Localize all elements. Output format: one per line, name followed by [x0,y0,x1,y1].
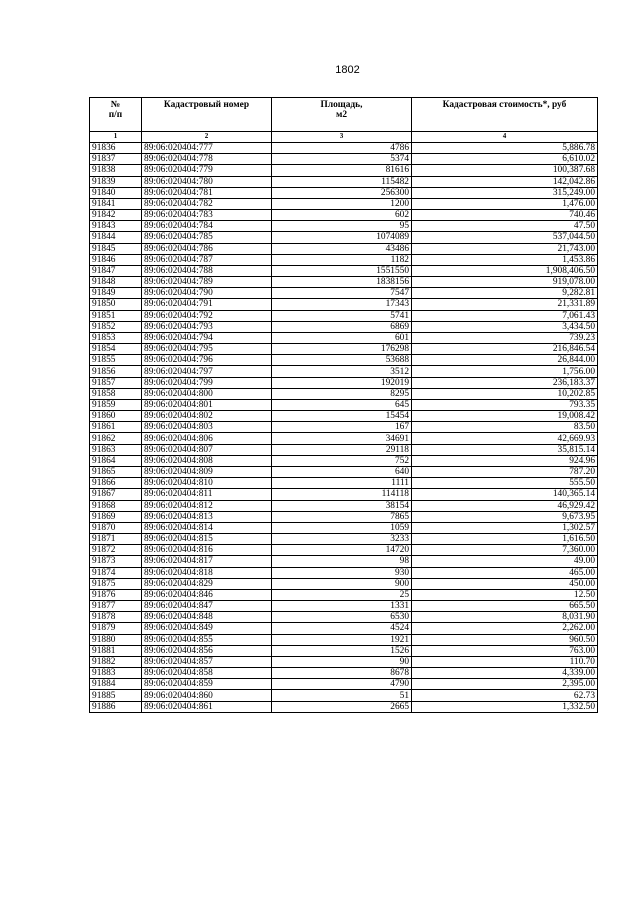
row-number: 91876 [90,589,142,600]
area-value: 4786 [272,143,412,154]
cadastral-number: 89:06:020404:855 [142,634,272,645]
row-number: 91853 [90,332,142,343]
cadastral-number: 89:06:020404:808 [142,455,272,466]
cadastral-number: 89:06:020404:788 [142,265,272,276]
row-number: 91880 [90,634,142,645]
table-row [90,232,598,243]
cadastral-number: 89:06:020404:791 [142,299,272,310]
column-number: 2 [142,132,272,143]
cadastral-value: 110.70 [412,656,598,667]
table-row [90,277,598,288]
area-value: 176298 [272,344,412,355]
table-row [90,321,598,332]
column-number: 4 [412,132,598,143]
row-number: 91875 [90,578,142,589]
cadastral-value: 665.50 [412,601,598,612]
area-value: 8295 [272,388,412,399]
row-number: 91850 [90,299,142,310]
area-value: 17343 [272,299,412,310]
row-number: 91865 [90,466,142,477]
cadastral-value: 8,031.90 [412,612,598,623]
area-value: 1111 [272,478,412,489]
cadastral-number: 89:06:020404:786 [142,243,272,254]
row-number: 91854 [90,344,142,355]
cadastral-number: 89:06:020404:789 [142,277,272,288]
cadastral-number: 89:06:020404:829 [142,578,272,589]
row-number: 91868 [90,500,142,511]
row-number: 91869 [90,511,142,522]
cadastral-value: 787.20 [412,466,598,477]
area-value: 90 [272,656,412,667]
cadastral-value: 924.96 [412,455,598,466]
table-row [90,332,598,343]
cadastral-number: 89:06:020404:795 [142,344,272,355]
cadastral-number: 89:06:020404:779 [142,165,272,176]
cadastral-value: 7,061.43 [412,310,598,321]
row-number: 91856 [90,366,142,377]
cadastral-number: 89:06:020404:811 [142,489,272,500]
cadastral-value: 49.00 [412,556,598,567]
table-row [90,612,598,623]
cadastral-value: 47.50 [412,221,598,232]
table-row [90,466,598,477]
area-value: 8678 [272,668,412,679]
area-value: 1182 [272,254,412,265]
cadastral-number: 89:06:020404:813 [142,511,272,522]
cadastral-value: 35,815.14 [412,444,598,455]
row-number: 91848 [90,277,142,288]
cadastral-value: 140,365.14 [412,489,598,500]
header-cadastral-value: Кадастровая стоимость*, руб [412,98,598,132]
cadastral-value: 9,282.81 [412,288,598,299]
cadastral-number: 89:06:020404:858 [142,668,272,679]
row-number: 91842 [90,210,142,221]
cadastral-value: 83.50 [412,422,598,433]
row-number: 91845 [90,243,142,254]
area-value: 167 [272,422,412,433]
table-row [90,656,598,667]
row-number: 91867 [90,489,142,500]
table-row [90,310,598,321]
area-value: 14720 [272,545,412,556]
cadastral-value: 6,610.02 [412,154,598,165]
table-header-row [90,98,598,132]
row-number: 91886 [90,701,142,712]
cadastral-value: 142,042.86 [412,176,598,187]
cadastral-number: 89:06:020404:807 [142,444,272,455]
area-value: 38154 [272,500,412,511]
cadastral-number: 89:06:020404:847 [142,601,272,612]
cadastral-number: 89:06:020404:796 [142,355,272,366]
area-value: 752 [272,455,412,466]
column-number: 3 [272,132,412,143]
area-value: 5741 [272,310,412,321]
area-value: 81616 [272,165,412,176]
area-value: 640 [272,466,412,477]
table-row [90,210,598,221]
row-number: 91871 [90,534,142,545]
area-value: 1074089 [272,232,412,243]
table-row [90,221,598,232]
table-row [90,377,598,388]
cadastral-value: 465.00 [412,567,598,578]
area-value: 256300 [272,187,412,198]
table-row [90,556,598,567]
table-row [90,399,598,410]
cadastral-number: 89:06:020404:790 [142,288,272,299]
area-value: 1059 [272,522,412,533]
table-row [90,645,598,656]
area-value: 602 [272,210,412,221]
cadastral-value: 7,360.00 [412,545,598,556]
cadastral-number: 89:06:020404:785 [142,232,272,243]
table-row [90,254,598,265]
cadastral-number: 89:06:020404:799 [142,377,272,388]
area-value: 3233 [272,534,412,545]
cadastral-value: 1,302.57 [412,522,598,533]
area-value: 1921 [272,634,412,645]
cadastral-number: 89:06:020404:846 [142,589,272,600]
cadastral-number: 89:06:020404:781 [142,187,272,198]
area-value: 1526 [272,645,412,656]
table-row [90,165,598,176]
area-value: 2665 [272,701,412,712]
row-number: 91885 [90,690,142,701]
table-row [90,500,598,511]
cadastral-number: 89:06:020404:787 [142,254,272,265]
table-row [90,444,598,455]
table-row [90,679,598,690]
table-row [90,567,598,578]
area-value: 7547 [272,288,412,299]
cadastral-value: 555.50 [412,478,598,489]
area-value: 4524 [272,623,412,634]
area-value: 601 [272,332,412,343]
cadastral-value: 100,387.68 [412,165,598,176]
table-row [90,388,598,399]
cadastral-number: 89:06:020404:816 [142,545,272,556]
row-number: 91855 [90,355,142,366]
table-row [90,522,598,533]
cadastral-value: 537,044.50 [412,232,598,243]
area-value: 1838156 [272,277,412,288]
row-number: 91837 [90,154,142,165]
cadastral-number: 89:06:020404:812 [142,500,272,511]
row-number: 91841 [90,198,142,209]
table-row [90,433,598,444]
cadastral-number: 89:06:020404:797 [142,366,272,377]
cadastral-number: 89:06:020404:848 [142,612,272,623]
cadastral-value: 1,476.00 [412,198,598,209]
area-value: 53688 [272,355,412,366]
cadastral-number: 89:06:020404:801 [142,399,272,410]
cadastral-number: 89:06:020404:857 [142,656,272,667]
table-row [90,534,598,545]
table-row [90,668,598,679]
table-row [90,355,598,366]
column-number-row [90,132,598,143]
area-value: 98 [272,556,412,567]
cadastral-number: 89:06:020404:803 [142,422,272,433]
row-number: 91884 [90,679,142,690]
cadastral-number: 89:06:020404:802 [142,411,272,422]
cadastral-value: 763.00 [412,645,598,656]
table-row [90,288,598,299]
row-number: 91836 [90,143,142,154]
cadastral-value: 26,844.00 [412,355,598,366]
row-number: 91851 [90,310,142,321]
row-number: 91872 [90,545,142,556]
cadastral-number: 89:06:020404:778 [142,154,272,165]
cadastral-value: 739.23 [412,332,598,343]
cadastral-number: 89:06:020404:782 [142,198,272,209]
cadastral-number: 89:06:020404:849 [142,623,272,634]
row-number: 91860 [90,411,142,422]
cadastral-value: 4,339.00 [412,668,598,679]
area-value: 7865 [272,511,412,522]
cadastral-value: 62.73 [412,690,598,701]
area-value: 114118 [272,489,412,500]
cadastral-value: 793.35 [412,399,598,410]
cadastral-value: 740.46 [412,210,598,221]
area-value: 4790 [272,679,412,690]
area-value: 29118 [272,444,412,455]
table-row [90,422,598,433]
cadastral-number: 89:06:020404:860 [142,690,272,701]
cadastral-value: 1,616.50 [412,534,598,545]
cadastral-number: 89:06:020404:780 [142,176,272,187]
cadastral-number: 89:06:020404:859 [142,679,272,690]
row-number: 91881 [90,645,142,656]
cadastral-value: 5,886.78 [412,143,598,154]
header-area: Площадь, м2 [272,98,412,132]
row-number: 91862 [90,433,142,444]
cadastral-value: 3,434.50 [412,321,598,332]
row-number: 91857 [90,377,142,388]
area-value: 34691 [272,433,412,444]
area-value: 51 [272,690,412,701]
area-value: 3512 [272,366,412,377]
table-row [90,176,598,187]
row-number: 91847 [90,265,142,276]
cadastral-value: 1,756.00 [412,366,598,377]
row-number: 91852 [90,321,142,332]
row-number: 91878 [90,612,142,623]
area-value: 25 [272,589,412,600]
cadastral-value: 12.50 [412,589,598,600]
row-number: 91858 [90,388,142,399]
row-number: 91864 [90,455,142,466]
cadastral-value: 450.00 [412,578,598,589]
cadastral-value: 21,331.89 [412,299,598,310]
row-number: 91870 [90,522,142,533]
cadastral-value: 315,249.00 [412,187,598,198]
cadastral-value: 216,846.54 [412,344,598,355]
table-row [90,344,598,355]
cadastral-number: 89:06:020404:777 [142,143,272,154]
cadastral-value: 19,008.42 [412,411,598,422]
cadastral-value: 42,669.93 [412,433,598,444]
area-value: 6530 [272,612,412,623]
area-value: 115482 [272,176,412,187]
column-number: 1 [90,132,142,143]
cadastral-value: 1,332.50 [412,701,598,712]
area-value: 1200 [272,198,412,209]
cadastral-number: 89:06:020404:810 [142,478,272,489]
table-row [90,187,598,198]
row-number: 91844 [90,232,142,243]
area-value: 930 [272,567,412,578]
row-number: 91877 [90,601,142,612]
row-number: 91840 [90,187,142,198]
page-number: 1802 [335,64,360,76]
area-value: 900 [272,578,412,589]
area-value: 645 [272,399,412,410]
table-row [90,366,598,377]
table-body [90,143,598,713]
row-number: 91863 [90,444,142,455]
cadastral-value: 919,078.00 [412,277,598,288]
table-row [90,411,598,422]
header-cadastral-number: Кадастровый номер [142,98,272,132]
area-value: 1551550 [272,265,412,276]
table-row [90,701,598,712]
area-value: 95 [272,221,412,232]
cadastral-number: 89:06:020404:818 [142,567,272,578]
cadastral-value: 1,908,406.50 [412,265,598,276]
cadastral-value: 10,202.85 [412,388,598,399]
table-row [90,455,598,466]
table-row [90,489,598,500]
table-row [90,545,598,556]
row-number: 91839 [90,176,142,187]
cadastral-number: 89:06:020404:809 [142,466,272,477]
table-row [90,243,598,254]
cadastral-value: 1,453.86 [412,254,598,265]
cadastral-number: 89:06:020404:794 [142,332,272,343]
row-number: 91843 [90,221,142,232]
table-row [90,265,598,276]
table-row [90,589,598,600]
table-row [90,299,598,310]
table-row [90,578,598,589]
area-value: 15454 [272,411,412,422]
cadastral-number: 89:06:020404:793 [142,321,272,332]
cadastral-number: 89:06:020404:800 [142,388,272,399]
table-row [90,143,598,154]
cadastral-number: 89:06:020404:817 [142,556,272,567]
cadastral-value: 2,395.00 [412,679,598,690]
cadastral-number: 89:06:020404:814 [142,522,272,533]
row-number: 91873 [90,556,142,567]
table-row [90,198,598,209]
area-value: 1331 [272,601,412,612]
header-number: № п/п [90,98,142,132]
cadastral-number: 89:06:020404:815 [142,534,272,545]
table-row [90,634,598,645]
cadastral-number: 89:06:020404:784 [142,221,272,232]
cadastral-value: 21,743.00 [412,243,598,254]
table-row [90,511,598,522]
table-row [90,154,598,165]
table-row [90,690,598,701]
cadastral-number: 89:06:020404:856 [142,645,272,656]
table-row [90,623,598,634]
cadastral-value: 9,673.95 [412,511,598,522]
row-number: 91861 [90,422,142,433]
area-value: 5374 [272,154,412,165]
cadastral-value: 46,929.42 [412,500,598,511]
cadastral-number: 89:06:020404:806 [142,433,272,444]
cadastral-number: 89:06:020404:783 [142,210,272,221]
row-number: 91882 [90,656,142,667]
cadastral-value: 960.50 [412,634,598,645]
row-number: 91883 [90,668,142,679]
table-row [90,601,598,612]
row-number: 91859 [90,399,142,410]
cadastral-table [89,97,598,713]
row-number: 91838 [90,165,142,176]
row-number: 91866 [90,478,142,489]
cadastral-value: 2,262.00 [412,623,598,634]
row-number: 91879 [90,623,142,634]
area-value: 192019 [272,377,412,388]
cadastral-value: 236,183.37 [412,377,598,388]
table-row [90,478,598,489]
cadastral-number: 89:06:020404:792 [142,310,272,321]
row-number: 91874 [90,567,142,578]
area-value: 6869 [272,321,412,332]
area-value: 43486 [272,243,412,254]
row-number: 91849 [90,288,142,299]
cadastral-number: 89:06:020404:861 [142,701,272,712]
row-number: 91846 [90,254,142,265]
